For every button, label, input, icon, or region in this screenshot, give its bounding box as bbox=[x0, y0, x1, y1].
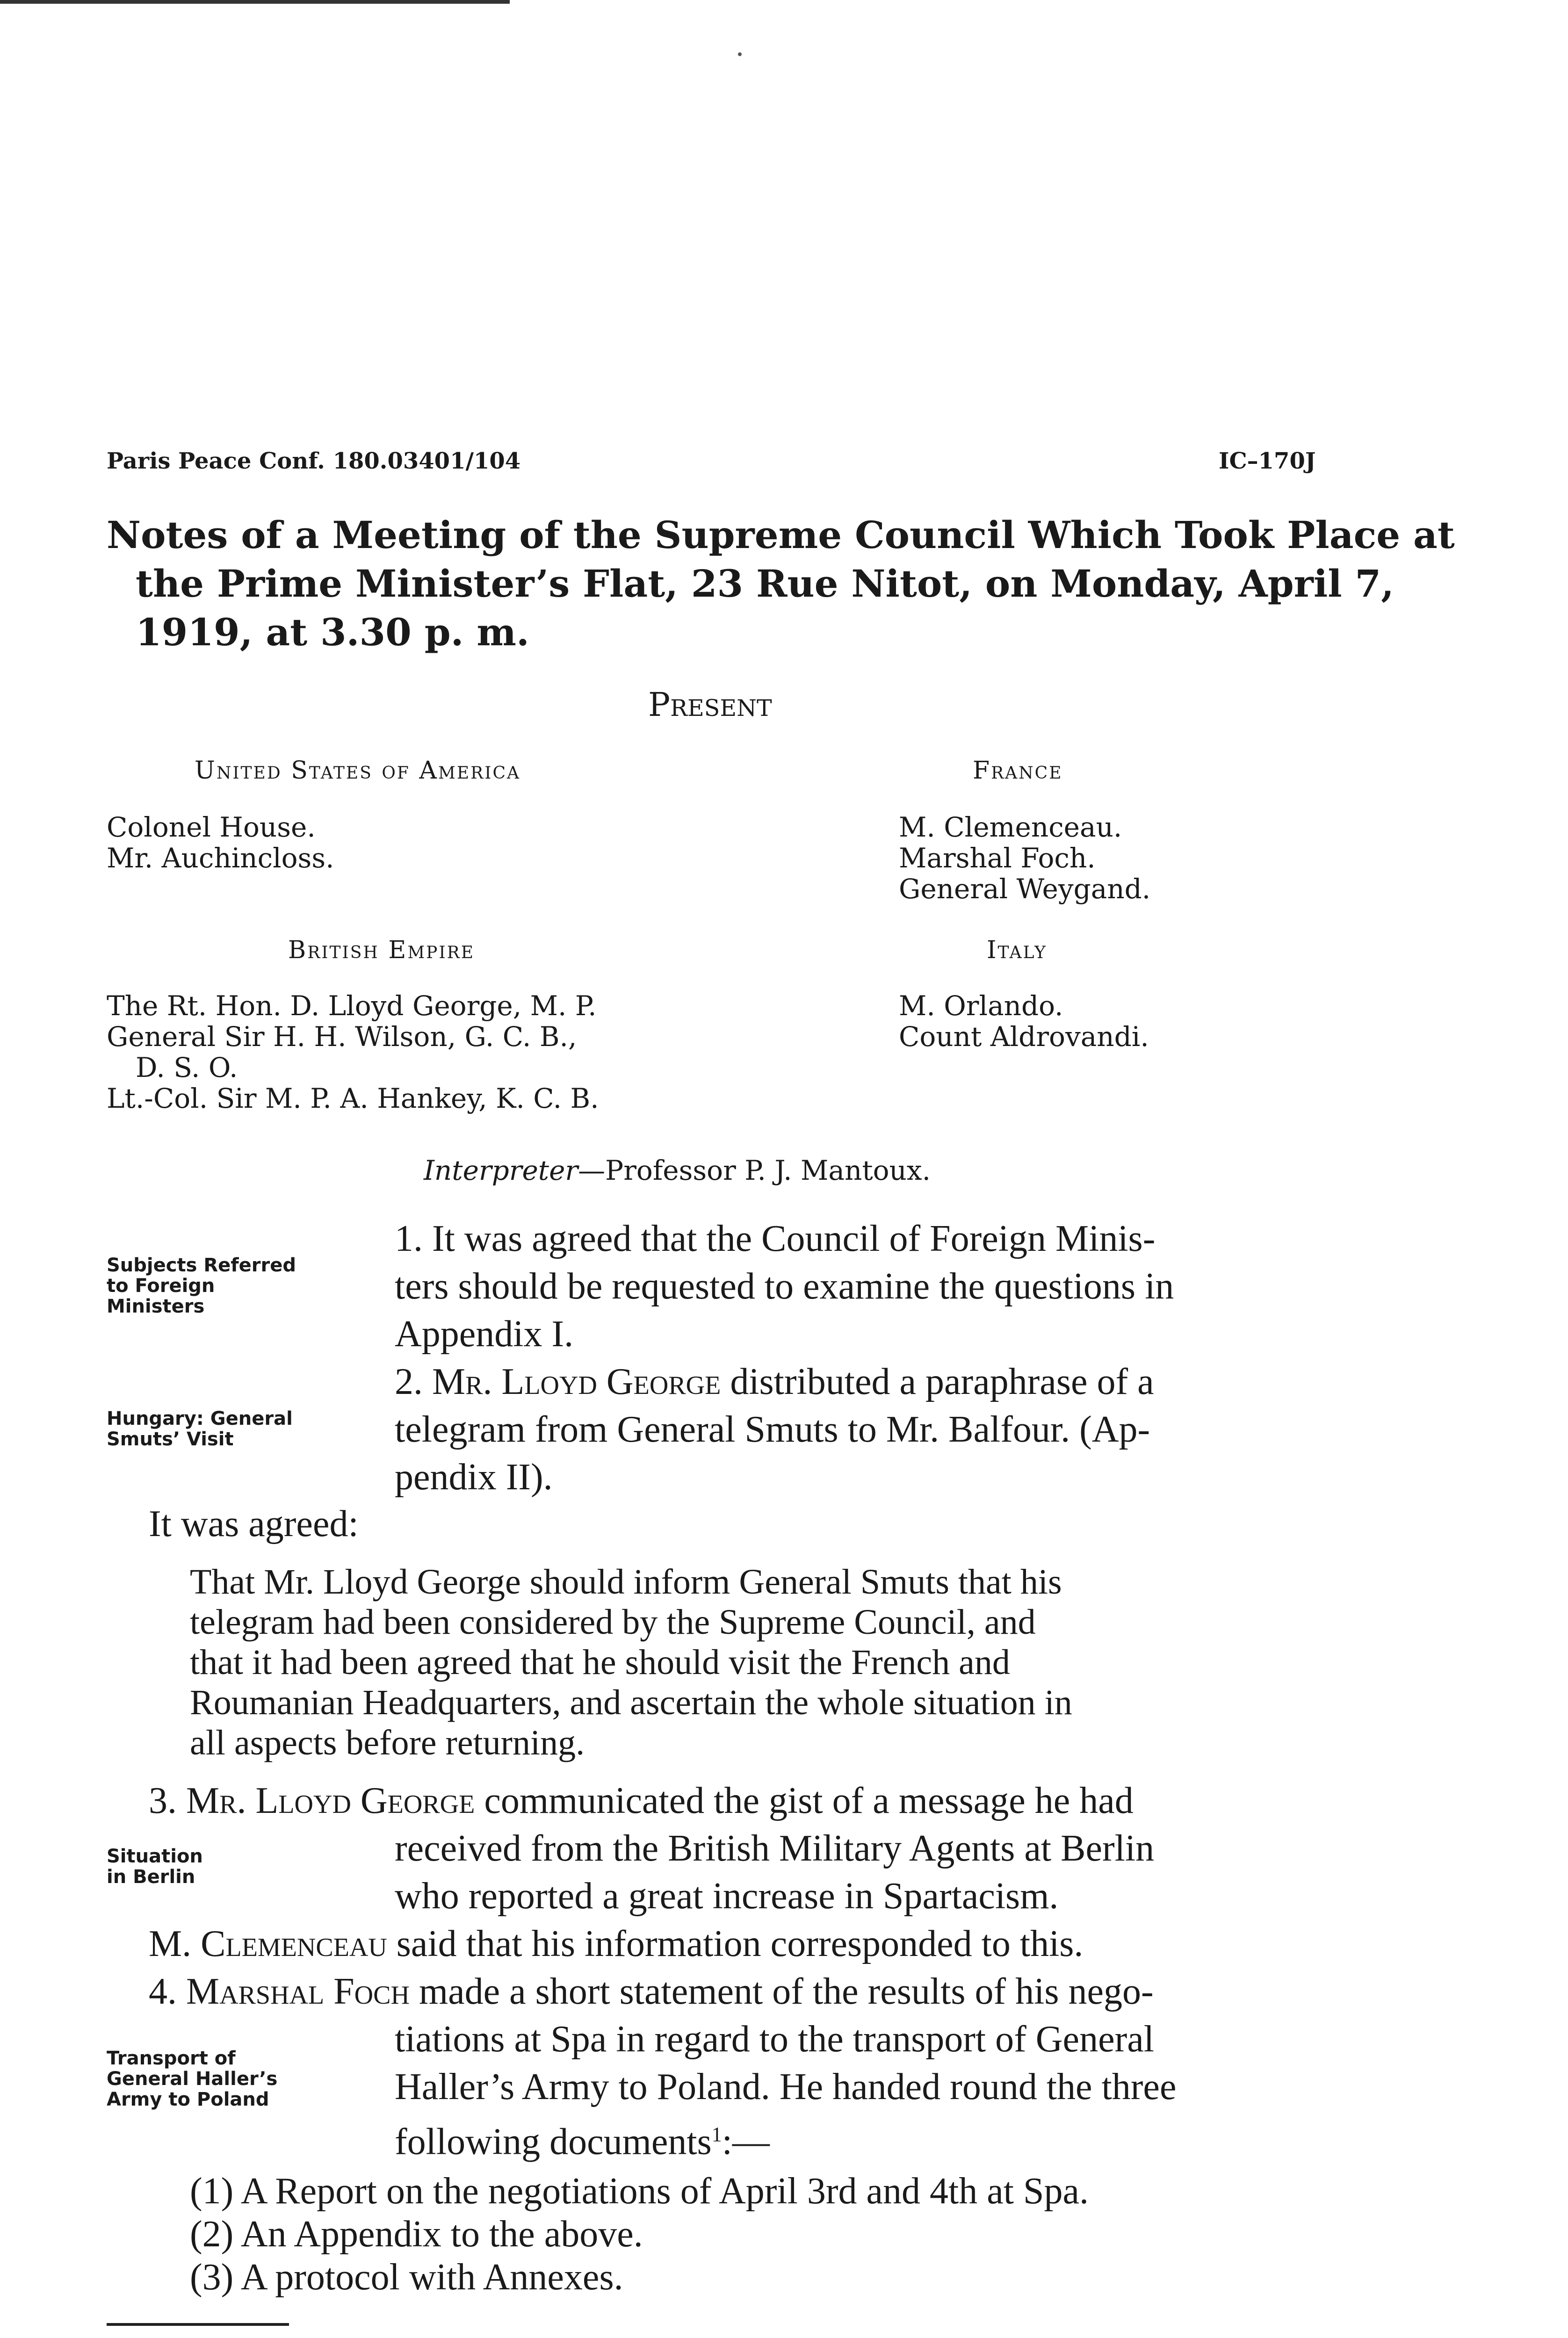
speaker-name: Mr. Lloyd George bbox=[432, 1361, 721, 1402]
attendee: Marshal Foch. bbox=[899, 842, 1096, 874]
country-british-empire: British Empire bbox=[288, 936, 475, 964]
item-line: pendix II). bbox=[395, 1457, 553, 1498]
attendee: M. Clemenceau. bbox=[899, 811, 1122, 843]
country-italy: Italy bbox=[987, 936, 1047, 964]
resolution-line: That Mr. Lloyd George should inform General Smuts that his bbox=[190, 1562, 1062, 1602]
speaker-name: Clemenceau bbox=[201, 1923, 387, 1964]
attendee: Mr. Auchincloss. bbox=[107, 842, 334, 874]
footnote-reference: 1 bbox=[711, 2123, 722, 2146]
title-line: Notes of a Meeting of the Supreme Council Which Took Place at bbox=[107, 513, 1455, 557]
resolution-line: Roumanian Headquarters, and ascertain the whole situation in bbox=[190, 1683, 1072, 1722]
interpreter-label: Interpreter bbox=[424, 1155, 578, 1186]
item-line: 4. Marshal Foch made a short statement of the results of his nego- bbox=[149, 1971, 1154, 2012]
document-list-item: (2) An Appendix to the above. bbox=[190, 2214, 643, 2255]
item-line: 1. It was agreed that the Council of Foreign Minis- bbox=[395, 1218, 1156, 1259]
attendee: The Rt. Hon. D. Lloyd George, M. P. bbox=[107, 990, 597, 1022]
item-line: ters should be requested to examine the questions in bbox=[395, 1266, 1174, 1307]
document-list-item: (3) A protocol with Annexes. bbox=[190, 2257, 623, 2298]
document-code: IC–170J bbox=[1219, 448, 1316, 474]
side-heading: Transport of General Haller’s Army to Poland bbox=[107, 2048, 278, 2110]
footnote-rule bbox=[107, 2323, 289, 2326]
top-rule bbox=[0, 0, 510, 4]
present-heading: Present bbox=[648, 686, 772, 724]
item-line: following documents$^1$:— bbox=[395, 2121, 770, 2163]
speaker-name: Mr. Lloyd George bbox=[186, 1780, 475, 1821]
item-line: received from the British Military Agents at Berlin bbox=[395, 1828, 1155, 1869]
document-list-item: (1) A Report on the negotiations of April 3rd and 4th at Spa. bbox=[190, 2171, 1089, 2212]
side-heading: Subjects Referred to Foreign Ministers bbox=[107, 1255, 296, 1317]
item-line: Appendix I. bbox=[395, 1313, 574, 1355]
item-line: who reported a great increase in Spartacism. bbox=[395, 1876, 1059, 1917]
attendee: Colonel House. bbox=[107, 811, 316, 843]
item-line: tiations at Spa in regard to the transport of General bbox=[395, 2019, 1154, 2060]
attendee: Count Aldrovandi. bbox=[899, 1021, 1149, 1053]
item-line: telegram from General Smuts to Mr. Balfour. (Ap- bbox=[395, 1409, 1150, 1450]
item-line: 2. Mr. Lloyd George distributed a paraphrase of a bbox=[395, 1361, 1154, 1402]
country-usa: United States of America bbox=[195, 757, 520, 785]
attendee: General Sir H. H. Wilson, G. C. B., bbox=[107, 1021, 577, 1053]
scan-speck bbox=[738, 52, 742, 56]
country-france: France bbox=[973, 757, 1063, 785]
interpreter-name: —Professor P. J. Mantoux. bbox=[578, 1155, 931, 1186]
item-line: 3. Mr. Lloyd George communicated the gist of a message he had bbox=[149, 1780, 1134, 1821]
speaker-name: Marshal Foch bbox=[186, 1971, 410, 2012]
attendee: Lt.-Col. Sir M. P. A. Hankey, K. C. B. bbox=[107, 1082, 599, 1114]
agreed-line: It was agreed: bbox=[149, 1503, 359, 1544]
attendee: D. S. O. bbox=[136, 1052, 238, 1083]
resolution-line: that it had been agreed that he should visit the French and bbox=[190, 1643, 1010, 1682]
attendee: General Weygand. bbox=[899, 873, 1151, 905]
side-heading: Situation in Berlin bbox=[107, 1846, 203, 1888]
resolution-line: telegram had been considered by the Supreme Council, and bbox=[190, 1602, 1036, 1642]
title-line: the Prime Minister’s Flat, 23 Rue Nitot, on Monday, April 7, bbox=[136, 562, 1394, 606]
file-reference: Paris Peace Conf. 180.03401/104 bbox=[107, 448, 521, 474]
resolution-line: all aspects before returning. bbox=[190, 1723, 585, 1762]
item-line: M. Clemenceau said that his information corresponded to this. bbox=[149, 1923, 1084, 1964]
title-line: 1919, at 3.30 p. m. bbox=[136, 610, 529, 654]
side-heading: Hungary: General Smuts’ Visit bbox=[107, 1408, 293, 1450]
item-line: Haller’s Army to Poland. He handed round the three bbox=[395, 2066, 1177, 2107]
attendee: M. Orlando. bbox=[899, 990, 1063, 1022]
interpreter-line bbox=[424, 1155, 931, 1186]
